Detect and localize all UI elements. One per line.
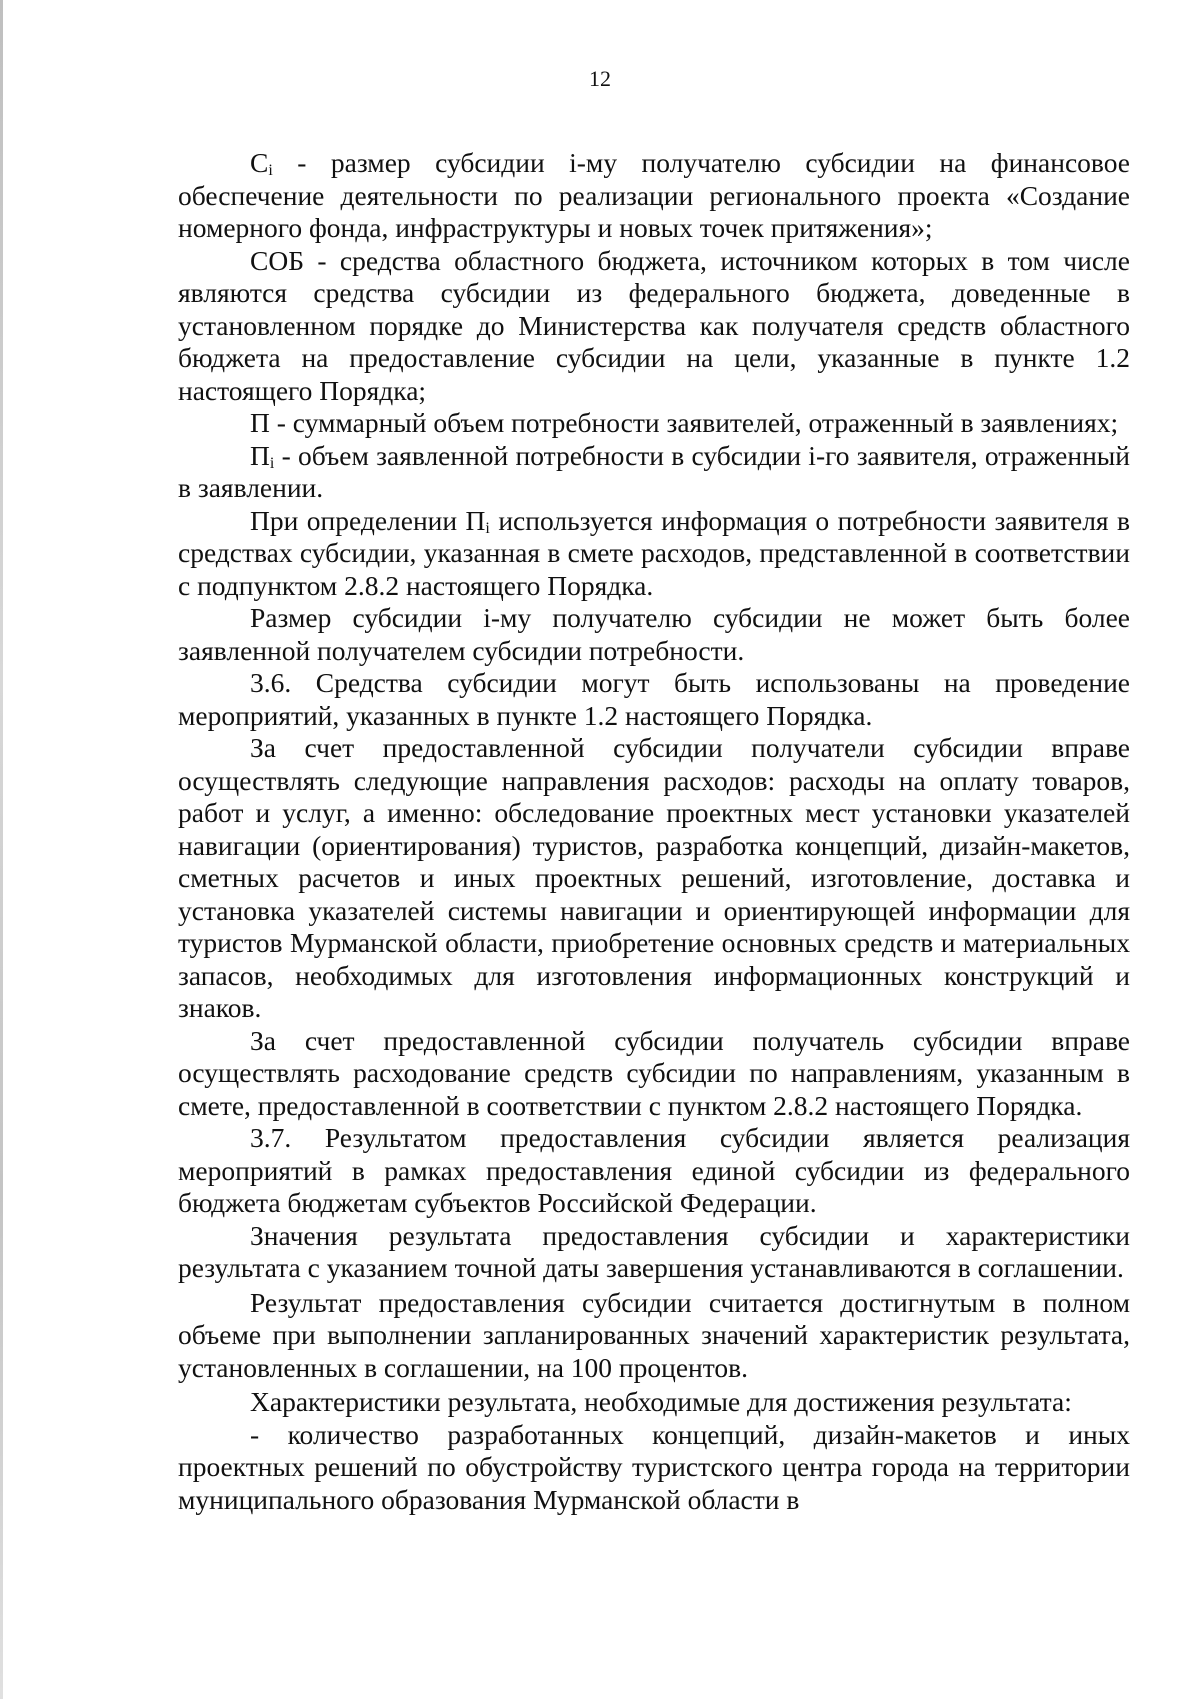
paragraph-3-6: 3.6. Средства субсидии могут быть использованы на проведение мероприятий, указанных в пункте 1.2 настоящего Порядка.	[178, 667, 1130, 731]
paragraph-3-7: 3.7. Результатом предоставления субсидии является реализация мероприятий в рамках предоставления единой субсидии из федерального бюджета бюджетам субъектов Российской Федерации.	[178, 1122, 1130, 1218]
paragraph-result-achieved: Результат предоставления субсидии считается достигнутым в полном объеме при выполнении запланированных значений характеристик результата, установленных в соглашении, на 100 процентов.	[178, 1286, 1130, 1383]
paragraph-p-definition: П - суммарный объем потребности заявителей, отраженный в заявлениях;	[250, 407, 1119, 438]
paragraph-sob-definition: СОБ - средства областного бюджета, источником которых в том числе являются средства субсидии из федерального бюджета, доведенные в установленном порядке до Министерства как получателя средств областного бюджета на предоставление субсидии на цели, указанные в пункте 1.2 настоящего Порядка;	[178, 244, 1130, 406]
paragraph-result-characteristics: Характеристики результата, необходимые для достижения результата:	[250, 1386, 1072, 1417]
paragraph-expense-directions: За счет предоставленной субсидии получатели субсидии вправе осуществлять следующие направления расходов: расходы на оплату товаров, работ и услуг, а именно: обследование проектных мест установки указателей навигации (ориентирования) туристов, разработка концепций, дизайн-макетов, сметных расчетов и иных проектных решений, изготовление, доставка и установка указателей системы навигации и ориентирующей информации для туристов Мурманской области, приобретение основных средств и материальных запасов, необходимых для изготовления информационных конструкций и знаков.	[178, 732, 1130, 1023]
scan-edge	[0, 0, 3, 1699]
page-number: 12	[589, 66, 611, 91]
paragraph-subsidy-limit: Размер субсидии i-му получателю субсидии не может быть более заявленной получателем субсидии потребности.	[178, 602, 1130, 666]
paragraph-expense-estimate: За счет предоставленной субсидии получатель субсидии вправе осуществлять расходование средств субсидии по направлениям, указанным в смете, предоставленной в соответствии с пунктом 2.8.2 настоящего Порядка.	[178, 1024, 1130, 1121]
paragraph-ci-definition: $C_i$ - размер субсидии i-му получателю субсидии на финансовое обеспечение деятельности по реализации регионального проекта «Создание номерного фонда, инфраструктуры и новых точек притяжения»;	[178, 147, 1130, 243]
paragraph-result-values: Значения результата предоставления субсидии и характеристики результата с указанием точной даты завершения устанавливаются в соглашении.	[178, 1219, 1130, 1283]
paragraph-pi-definition: $П_i$ - объем заявленной потребности в субсидии i-го заявителя, отраженный в заявлении.	[178, 439, 1130, 503]
paragraph-pi-source: При определении $П_i$ используется информация о потребности заявителя в средствах субсидии, указанная в смете расходов, представленной в соответствии с подпунктом 2.8.2 настоящего Порядка.	[178, 504, 1130, 601]
paragraph-characteristic-item: - количество разработанных концепций, дизайн-макетов и иных проектных решений по обустройству туристского центра города на территории муниципального образования Мурманской области в	[178, 1418, 1130, 1515]
document-body	[178, 147, 1130, 1516]
